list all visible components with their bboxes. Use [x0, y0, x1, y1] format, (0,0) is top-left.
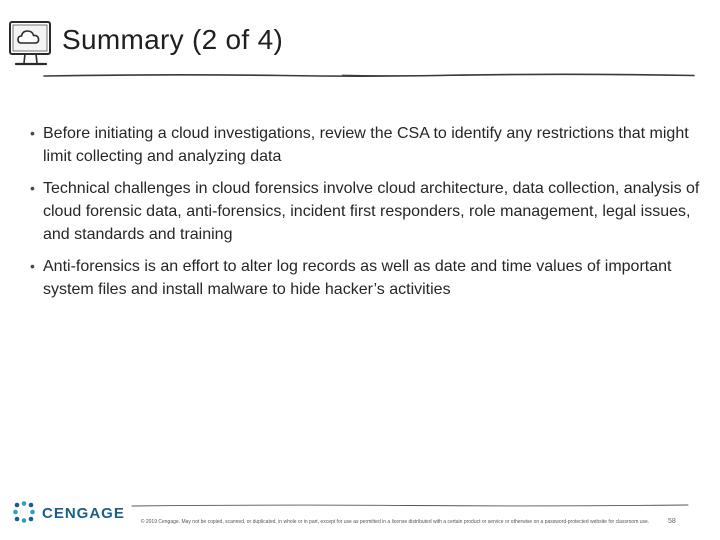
bullet-text: Technical challenges in cloud forensics involve cloud architecture, data collection, analysis of cloud forensic data, anti-forensics, incident first responders, role management, legal issues, and standards and training: [43, 180, 700, 243]
bullet-marker: •: [30, 125, 35, 141]
monitor-cloud-icon: [6, 18, 56, 72]
title-divider: [42, 70, 696, 82]
cengage-logo: [12, 500, 125, 530]
bullet-item: [30, 122, 700, 168]
page-number: 58: [668, 518, 676, 525]
footer-divider: [130, 499, 690, 511]
bullet-marker: •: [30, 258, 35, 274]
bullet-marker: •: [30, 180, 35, 196]
slide-title: Summary (2 of 4): [62, 24, 284, 55]
bullet-item: [30, 255, 700, 301]
bullet-item: [30, 177, 700, 246]
copyright-notice: © 2019 Cengage. May not be copied, scanned, or duplicated, in whole or in part, except for use as permitted in a license distributed with a certain product or service or otherwise on a password-protected website for classroom use.: [140, 519, 650, 525]
bullet-text: Before initiating a cloud investigations, review the CSA to identify any restrictions that might limit collecting and analyzing data: [43, 125, 689, 165]
cengage-logo-icon: [12, 500, 36, 526]
bullet-text: Anti-forensics is an effort to alter log records as well as date and time values of important system files and install malware to hide hacker’s activities: [43, 258, 672, 298]
bullet-list: [30, 122, 700, 310]
logo-text: CENGAGE: [42, 505, 125, 522]
